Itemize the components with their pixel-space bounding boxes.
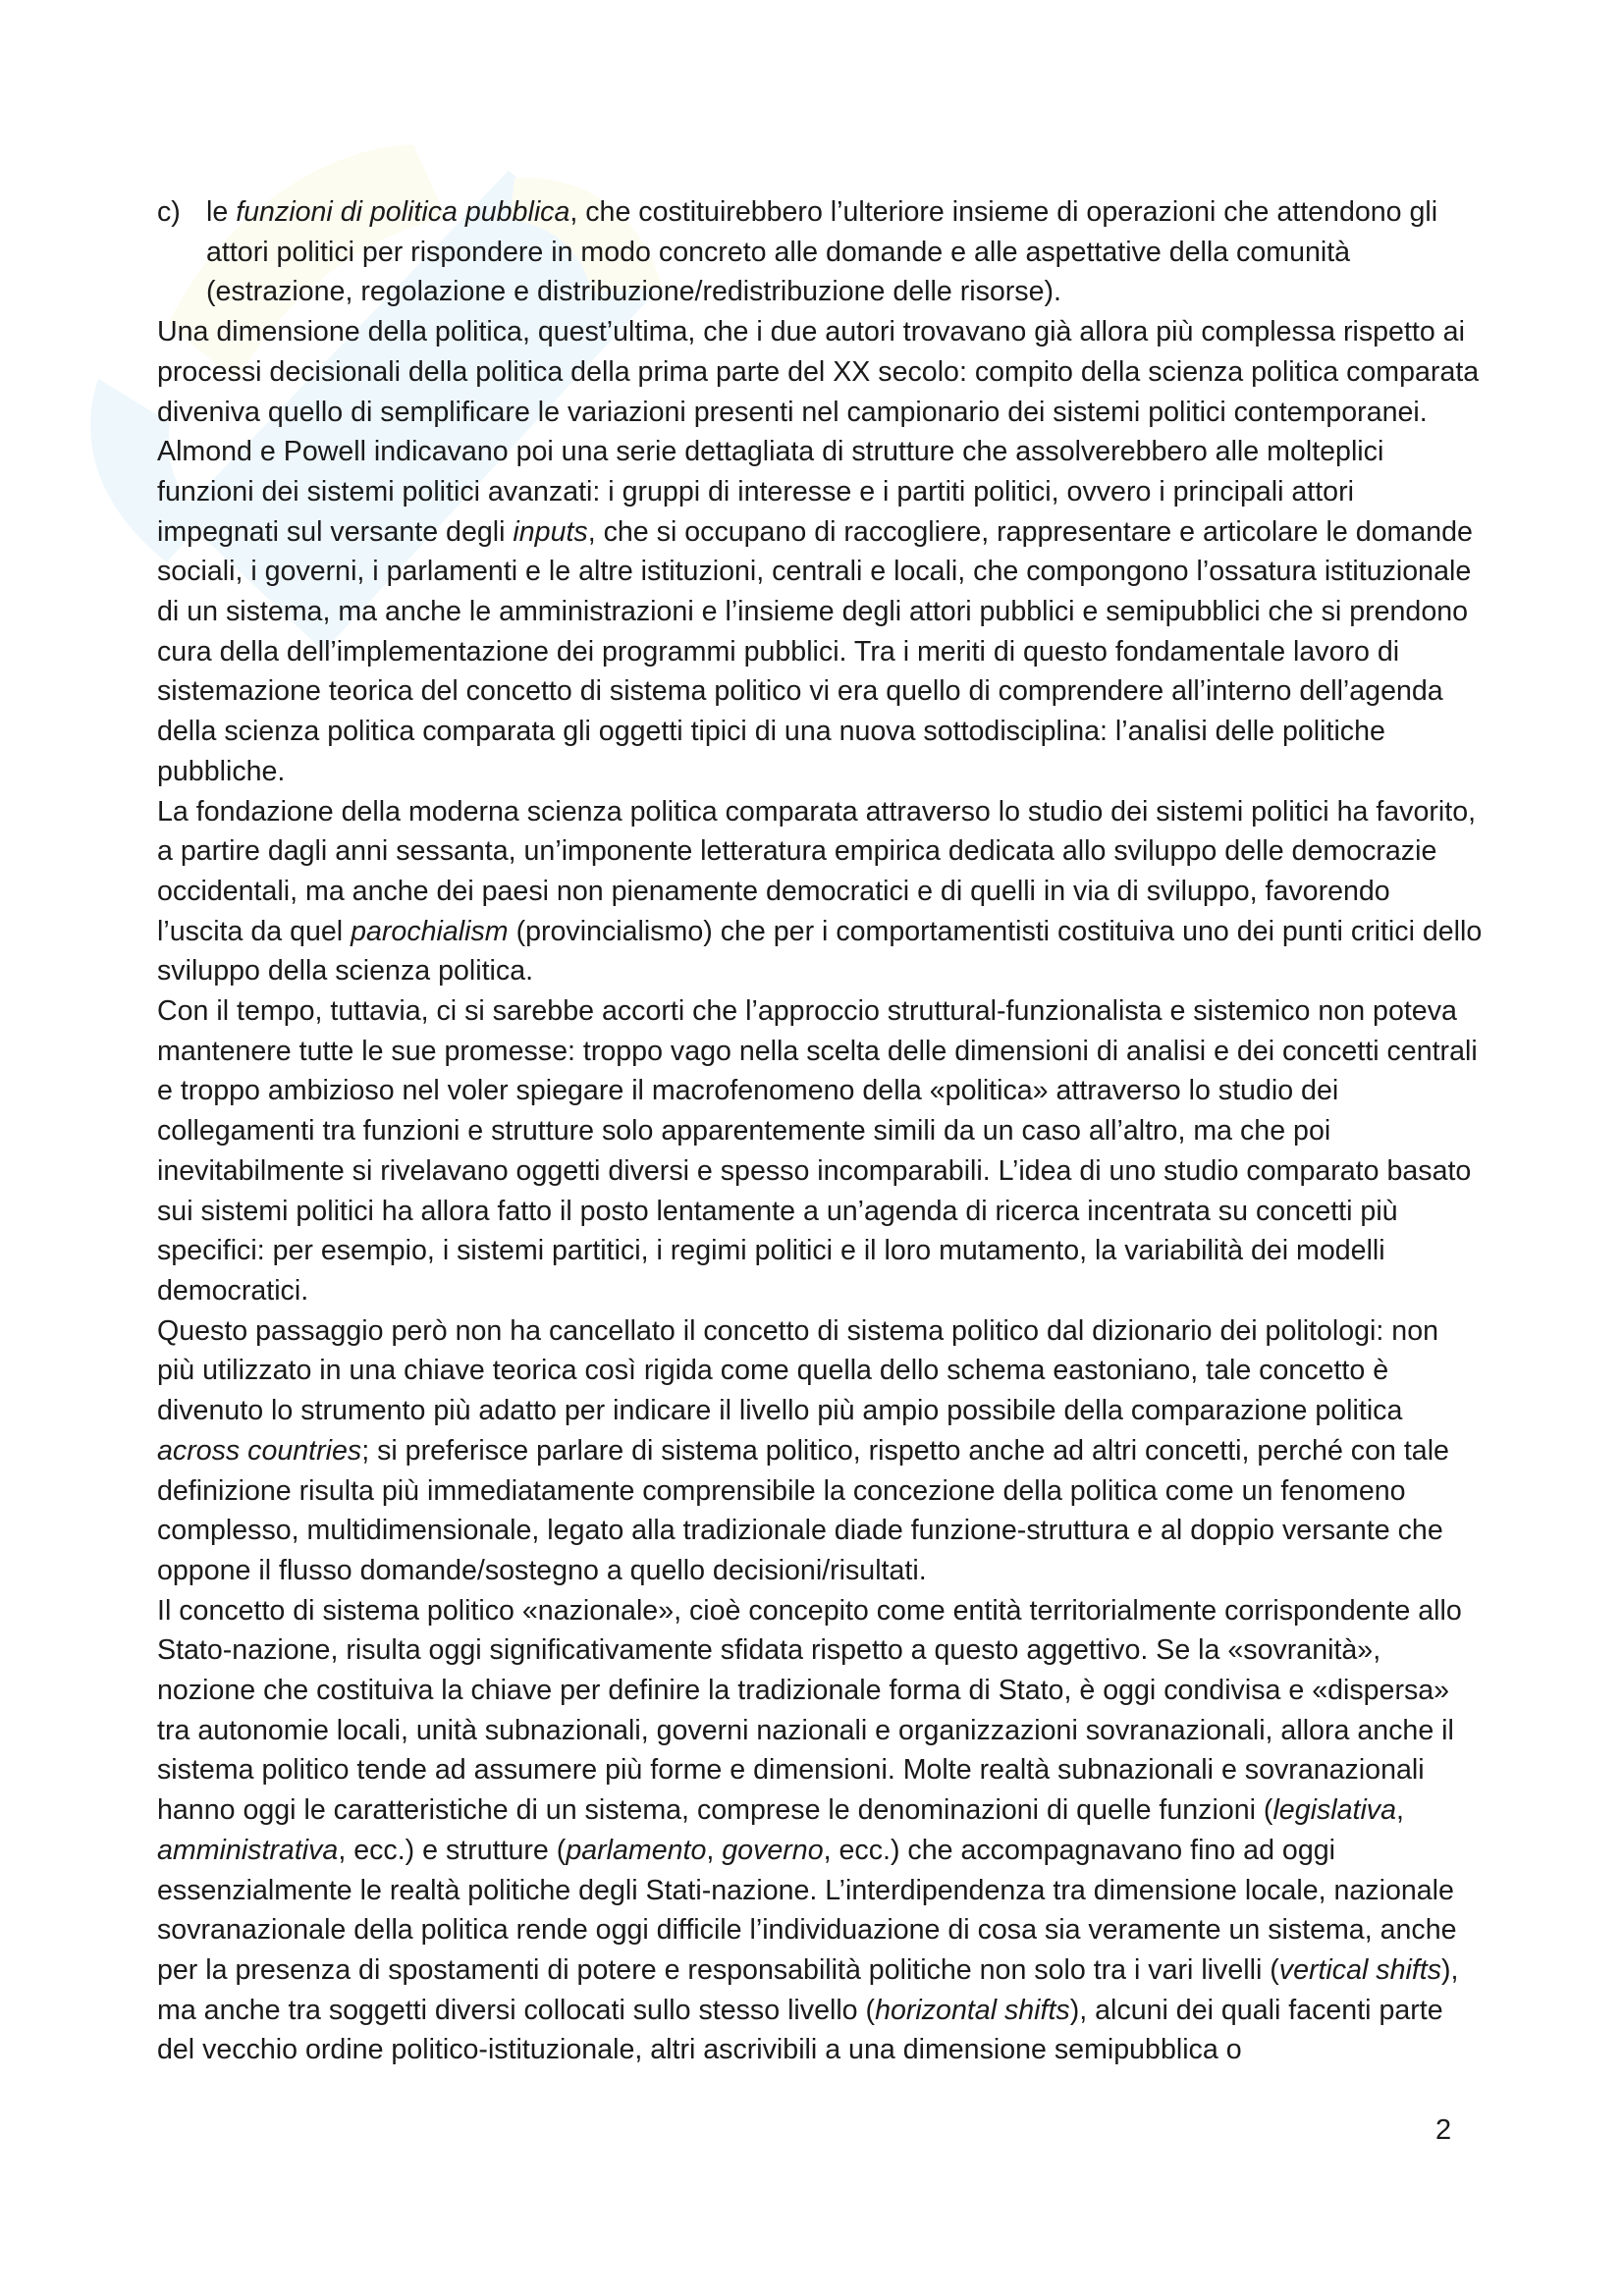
text-run: La fondazione della moderna scienza politica comparata attraverso lo studio dei sistemi politici ha favorito, a partire dagli anni sessanta, un’imponente letteratura empirica dedicata allo sviluppo delle democrazie occidentali, ma anche dei paesi non pienamente democratici e di quelli in via di sviluppo, favorendo l’uscita da quel [157,795,1477,947]
list-marker: c) [157,196,181,228]
page-number: 2 [1435,2114,1452,2146]
paragraph-1 [157,312,1483,791]
italic-term: funzioni di politica pubblica [236,196,570,228]
text-run: ), alcuni dei quali facenti parte del vecchio ordine politico-istituzionale, altri ascrivibili a una dimensione semipubblica o [157,1994,1443,2066]
italic-term: parlamento [566,1834,707,1866]
italic-term: inputs [513,515,588,548]
italic-term: across countries [157,1434,362,1467]
text-run: (provincialismo) che per i comportamentisti costituiva uno dei punti critici dello sviluppo della scienza politica. [157,915,1483,988]
italic-term: governo [722,1834,824,1866]
text-run: ; si preferisce parlare di sistema politico, rispetto anche ad altri concetti, perché con tale definizione risulta più immediatamente comprensibile la concezione della politica come un fenomeno complesso, multidimensionale, legato alla tradizionale diade funzione-struttura e al doppio versante che oppone il flusso domande/sostegno a quello decisioni/risultati. [157,1434,1449,1586]
paragraph-2 [157,792,1483,992]
paragraph-3 [157,991,1483,1311]
italic-term: legislativa [1272,1794,1397,1827]
text-run: ), ma anche tra soggetti diversi collocati sullo stesso livello ( [157,1953,1459,2026]
paragraph-4 [157,1311,1483,1591]
text-run: , ecc.) e strutture ( [338,1834,567,1866]
text-run: Una dimensione della politica, quest’ultima, che i due autori trovavano già allora più complessa rispetto ai processi decisionali della politica della prima parte del XX secolo: compito della scienza politica comparata diveniva quello di semplificare le variazioni presenti nel campionario dei sistemi politici contemporanei. Almond e Powell indicavano poi una serie dettagliata di strutture che assolverebbero alle molteplici funzioni dei sistemi politici avanzati: i gruppi di interesse e i partiti politici, ovvero i principali attori impegnati sul versante degli [157,316,1480,548]
text-run: Con il tempo, tuttavia, ci si sarebbe accorti che l’approccio struttural-funzionalista e sistemico non poteva mantenere tutte le sue promesse: troppo vago nella scelta delle dimensioni di analisi e dei concetti centrali e troppo ambizioso nel voler spiegare il macrofenomeno della «politica» attraverso lo studio dei collegamenti tra funzioni e strutture solo apparentemente simili da un caso all’altro, ma che poi inevitabilmente si rivelavano oggetti diversi e spesso incomparabili. L’idea di uno studio comparato basato sui sistemi politici ha allora fatto il posto lentamente a un’agenda di ricerca incentrata su concetti più specifici: per esempio, i sistemi partitici, i regimi politici e il loro mutamento, la variabilità dei modelli democratici. [157,995,1478,1307]
text-run: , [1396,1794,1404,1827]
text-run: , ecc.) che accompagnavano fino ad oggi essenzialmente le realtà politiche degli Stati-nazione. L’interdipendenza tra dimensione locale, nazionale sovranazionale della politica rende oggi difficile l’individuazione di cosa sia veramente un sistema, anche per la presenza di spostamenti di potere e responsabilità politiche non solo tra i vari livelli ( [157,1834,1457,1986]
italic-term: horizontal shifts [875,1994,1070,2026]
document-body [157,192,1483,2070]
italic-term: vertical shifts [1278,1953,1442,1986]
text-run: Questo passaggio però non ha cancellato il concetto di sistema politico dal dizionario dei politologi: non più utilizzato in una chiave teorica così rigida come quella dello schema eastoniano, tale concetto è divenuto lo strumento più adatto per indicare il livello più ampio possibile della comparazione politica [157,1314,1439,1427]
text-run: le [206,196,237,228]
italic-term: parochialism [351,915,509,947]
text-run: , [706,1834,723,1866]
list-item-c [157,192,1483,312]
italic-term: amministrativa [157,1834,339,1866]
text-run: , che si occupano di raccogliere, rappresentare e articolare le domande sociali, i governi, i parlamenti e le altre istituzioni, centrali e locali, che compongono l’ossatura istituzionale di un sistema, ma anche le amministrazioni e l’insieme degli attori pubblici e semipubblici che si prendono cura della dell’implementazione dei programmi pubblici. Tra i meriti di questo fondamentale lavoro di sistemazione teorica del concetto di sistema politico vi era quello di comprendere all’interno dell’agenda della scienza politica comparata gli oggetti tipici di una nuova sottodisciplina: l’analisi delle politiche pubbliche. [157,515,1473,787]
text-run: Il concetto di sistema politico «nazionale», cioè concepito come entità territorialmente corrispondente allo Stato-nazione, risulta oggi significativamente sfidata rispetto a questo aggettivo. Se la «sovranità», nozione che costituiva la chiave per definire la tradizionale forma di Stato, è oggi condivisa e «dispersa» tra autonomie locali, unità subnazionali, governi nazionali e organizzazioni sovranazionali, allora anche il sistema politico tende ad assumere più forme e dimensioni. Molte realtà subnazionali e sovranazionali hanno oggi le caratteristiche di un sistema, comprese le denominazioni di quelle funzioni ( [157,1594,1462,1827]
text-run: , che costituirebbero l’ulteriore insieme di operazioni che attendono gli attori politici per rispondere in modo concreto alle domande e alle aspettative della comunità (estrazione, regolazione e distribuzione/redistribuzione delle risorse). [206,196,1438,308]
paragraph-5 [157,1591,1483,2070]
